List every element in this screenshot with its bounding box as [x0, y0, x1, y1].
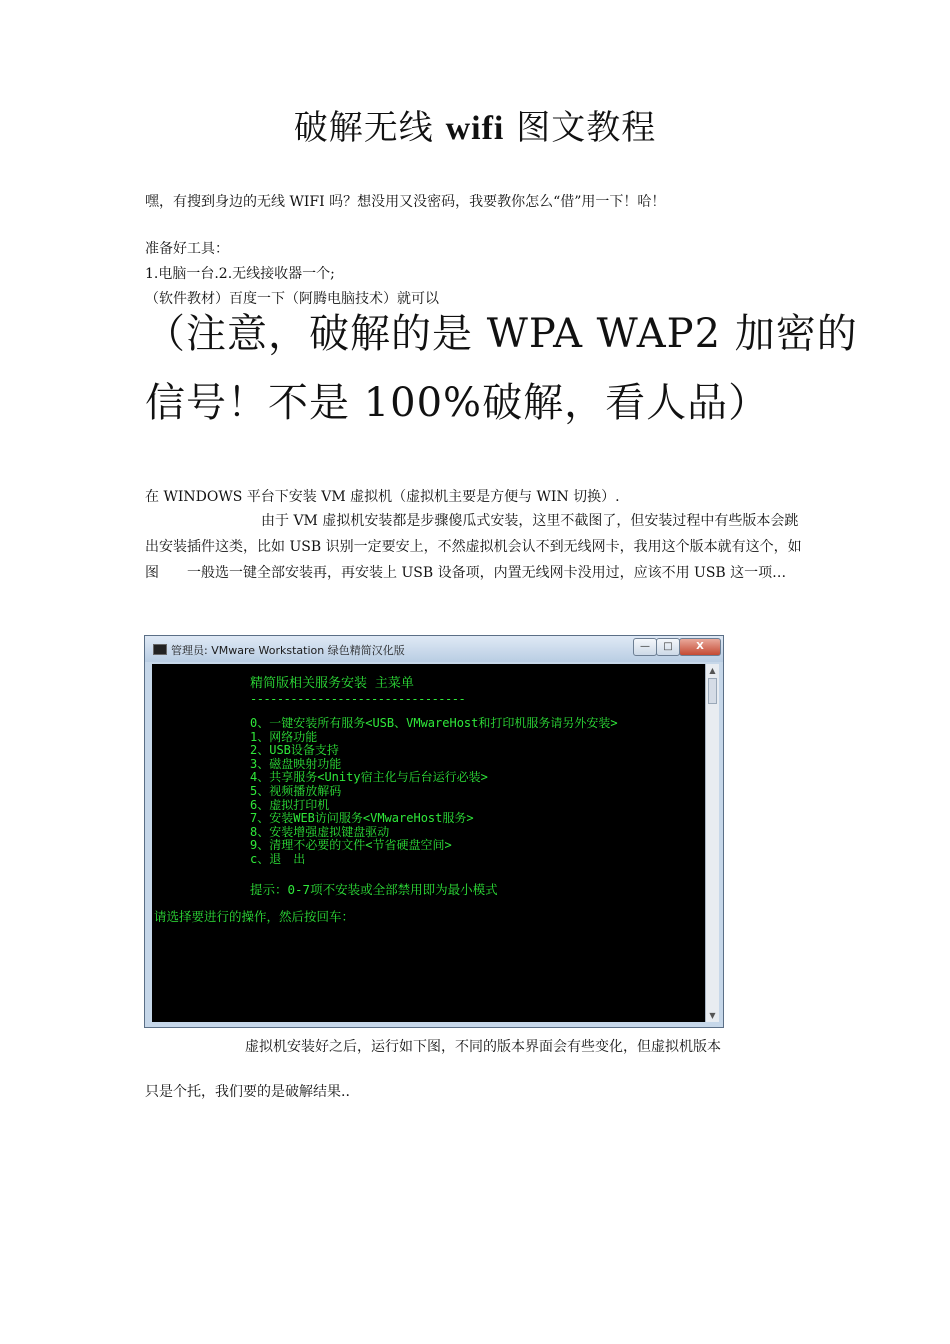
vertical-scrollbar[interactable]: [705, 664, 719, 1022]
console-divider: --------------------------------: [250, 692, 466, 706]
menu-item: 6、虚拟打印机: [250, 797, 330, 812]
window-titlebar: [145, 636, 723, 662]
prep-heading: 准备好工具：: [145, 241, 229, 257]
menu-item: 8、安装增强虚拟键盘驱动: [250, 824, 390, 839]
maximize-button[interactable]: □: [656, 638, 680, 656]
prep-line-2: （软件教材）百度一下（阿腾电脑技术）就可以: [145, 291, 439, 307]
title-part-cjk-2: 图文教程: [516, 108, 657, 148]
menu-item: 3、磁盘映射功能: [250, 756, 342, 771]
scroll-down-icon[interactable]: ▼: [709, 1011, 716, 1020]
menu-item: 1、网络功能: [250, 729, 318, 744]
menu-item: 4、共享服务<Unity宿主化与后台运行必装>: [250, 770, 488, 785]
menu-item: 7、安装WEB访问服务<VMwareHost服务>: [250, 811, 474, 826]
menu-item: 0、一键安装所有服务<USB、VMwareHost和打印机服务请另外安装>: [250, 716, 618, 730]
console-hint: 提示：0-7项不安装或全部禁用即为最小模式: [250, 882, 498, 897]
after-line-1: 虚拟机安装好之后，运行如下图，不同的版本界面会有些变化，但虚拟机版本: [245, 1039, 721, 1055]
menu-item: 9、清理不必要的文件<节省硬盘空间>: [250, 838, 452, 853]
scroll-up-icon[interactable]: ▲: [709, 666, 716, 675]
page-title: [0, 100, 950, 149]
notice-line-1: （注意，破解的是 WPA WAP2 加密的: [145, 311, 858, 357]
menu-item: 2、USB设备支持: [250, 743, 339, 758]
minimize-button[interactable]: —: [633, 638, 657, 656]
window-title: 管理员: VMware Workstation 绿色精简汉化版: [171, 644, 405, 657]
menu-item: 5、视频播放解码: [250, 783, 342, 798]
console-prompt: 请选择要进行的操作，然后按回车：: [154, 909, 355, 924]
title-part-cjk-1: 破解无线: [293, 108, 434, 148]
close-button[interactable]: X: [679, 638, 721, 656]
intro-paragraph: 嘿，有搜到身边的无线 WIFI 吗？想没用又没密码，我要教你怎么“借”用一下！哈！: [145, 194, 666, 210]
title-part-wifi: wifi: [445, 110, 505, 147]
console-icon: [153, 644, 167, 655]
install-paragraph: 由于 VM 虚拟机安装都是步骤傻瓜式安装，这里不截图了，但安装过程中有些版本会跳出安装插件这类，比如 USB 识别一定要安上，不然虚拟机会认不到无线网卡，我用这个版本就有这个，如图 一般选一键全部安装再，再安装上 USB 设备项，内置无线网卡没用过，应该不用 USB 这一项…: [145, 513, 802, 581]
console-menu: [250, 717, 618, 867]
after-line-2: 只是个托，我们要的是破解结果..: [145, 1084, 350, 1100]
console-header: 精简版相关服务安装 主菜单: [250, 676, 414, 691]
install-line: 在 WINDOWS 平台下安装 VM 虚拟机（虚拟机主要是方便与 WIN 切换）.: [145, 489, 620, 505]
scroll-thumb[interactable]: [708, 678, 717, 704]
console-screen: [152, 664, 705, 1022]
menu-item: c、退 出: [250, 851, 306, 866]
console-window-screenshot: [144, 635, 724, 1028]
prep-line-1: 1.电脑一台.2.无线接收器一个;: [145, 266, 335, 282]
notice-line-2: 信号！不是 100%破解，看人品）: [145, 380, 770, 426]
